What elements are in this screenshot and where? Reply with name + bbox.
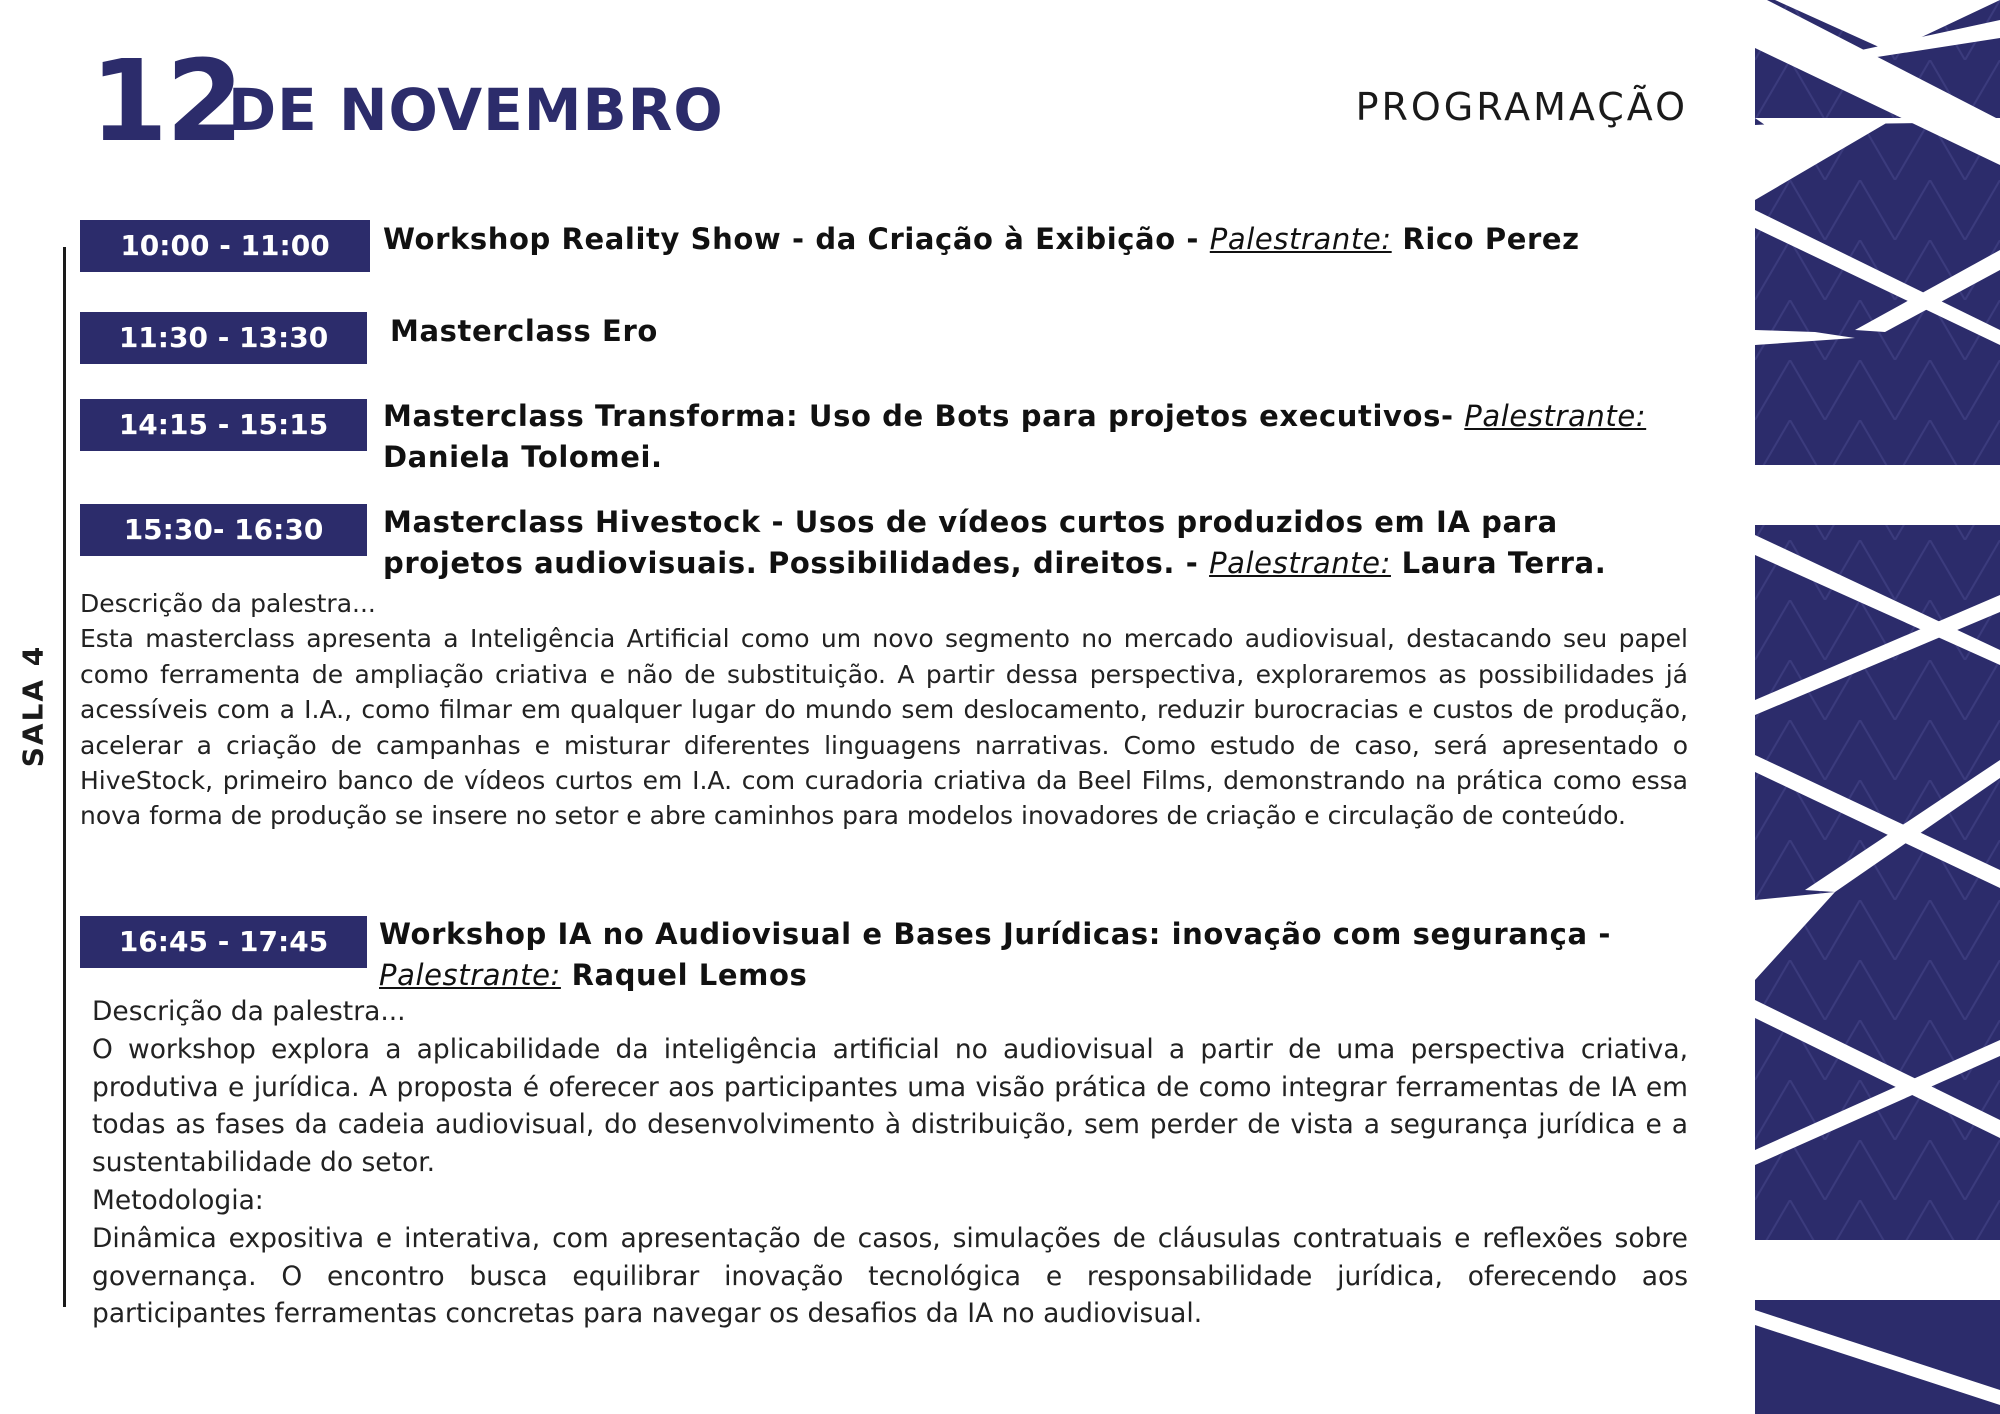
session-title-3 [383,396,1688,478]
speaker-label-4: Palestrante: [1209,546,1391,580]
session-description-5 [92,993,1688,1333]
session-title-4 [383,502,1673,584]
day-month: DE NOVEMBRO [228,76,724,144]
decorative-pattern [1755,0,2000,1414]
time-slot-3: 14:15 - 15:15 [80,399,367,451]
speaker-name-3: Daniela Tolomei. [383,440,663,474]
description-text-5: O workshop explora a aplicabilidade da inteligência artificial no audiovisual a partir de uma perspectiva criativa, produtiva e jurídica. A proposta é oferecer aos participantes uma visão prática de como integrar ferramentas de IA em todas as fases da cadeia audiovisual, do desenvolvimento à distribuição, sem perder de vista a segurança jurídica e a sustentabilidade do setor. [92,1033,1688,1179]
description-text-4: Esta masterclass apresenta a Inteligência Artificial como um novo segmento no mercado audiovisual, destacando seu papel como ferramenta de ampliação criativa e não de substituição. A partir dessa perspectiva, exploraremos as possibilidades já acessíveis com a I.A., como filmar em qualquer lugar do mundo sem deslocamento, reduzir burocracias e custos de produção, acelerar a criação de campanhas e misturar diferentes linguagens narrativas. Como estudo de caso, será apresentado o HiveStock, primeiro banco de vídeos curtos em I.A. com curadoria criativa da Beel Films, demonstrando na prática como essa nova forma de produção se insere no setor e abre caminhos para modelos inovadores de criação e circulação de conteúdo. [80,624,1688,831]
methodology-text-5: Dinâmica expositiva e interativa, com apresentação de casos, simulações de cláusulas contratuais e reflexões sobre governança. O encontro busca equilibrar inovação tecnológica e responsabilidade jurídica, oferecendo aos participantes ferramentas concretas para navegar os desafios da IA no audiovisual. [92,1222,1688,1330]
session-title-5-text: Workshop IA no Audiovisual e Bases Jurídicas: inovação com segurança - [379,917,1611,951]
speaker-label-5: Palestrante: [379,958,561,992]
description-heading-4: Descrição da palestra... [80,589,376,618]
description-heading-5: Descrição da palestra... [92,996,406,1027]
time-slot-5: 16:45 - 17:45 [80,916,367,968]
time-slot-1: 10:00 - 11:00 [80,220,370,272]
session-title-4-text: Masterclass Hivestock - Usos de vídeos curtos produzidos em IA para projetos audiovisuais. Possibilidades, direitos. - [383,505,1558,580]
section-label: PROGRAMAÇÃO [1355,85,1688,129]
time-slot-2: 11:30 - 13:30 [80,312,367,364]
session-title-2-text: Masterclass Ero [390,314,658,348]
speaker-label-1: Palestrante: [1209,222,1392,256]
room-label: SALA 4 [16,644,50,768]
room-divider-line [63,247,66,1307]
session-title-1-text: Workshop Reality Show - da Criação à Exibição - [383,222,1210,256]
speaker-name-1: Rico Perez [1391,222,1580,256]
session-title-2 [390,311,1690,352]
speaker-name-4: Laura Terra. [1390,546,1607,580]
speaker-name-5: Raquel Lemos [560,958,808,992]
day-number: 12 [90,37,242,167]
session-title-3-text: Masterclass Transforma: Uso de Bots para projetos executivos- [383,399,1465,433]
session-title-5 [379,914,1629,996]
session-description-4 [80,586,1688,834]
methodology-heading-5: Metodologia: [92,1184,264,1216]
time-slot-4: 15:30- 16:30 [80,504,367,556]
speaker-label-3: Palestrante: [1464,399,1647,433]
session-title-1 [383,219,1683,260]
